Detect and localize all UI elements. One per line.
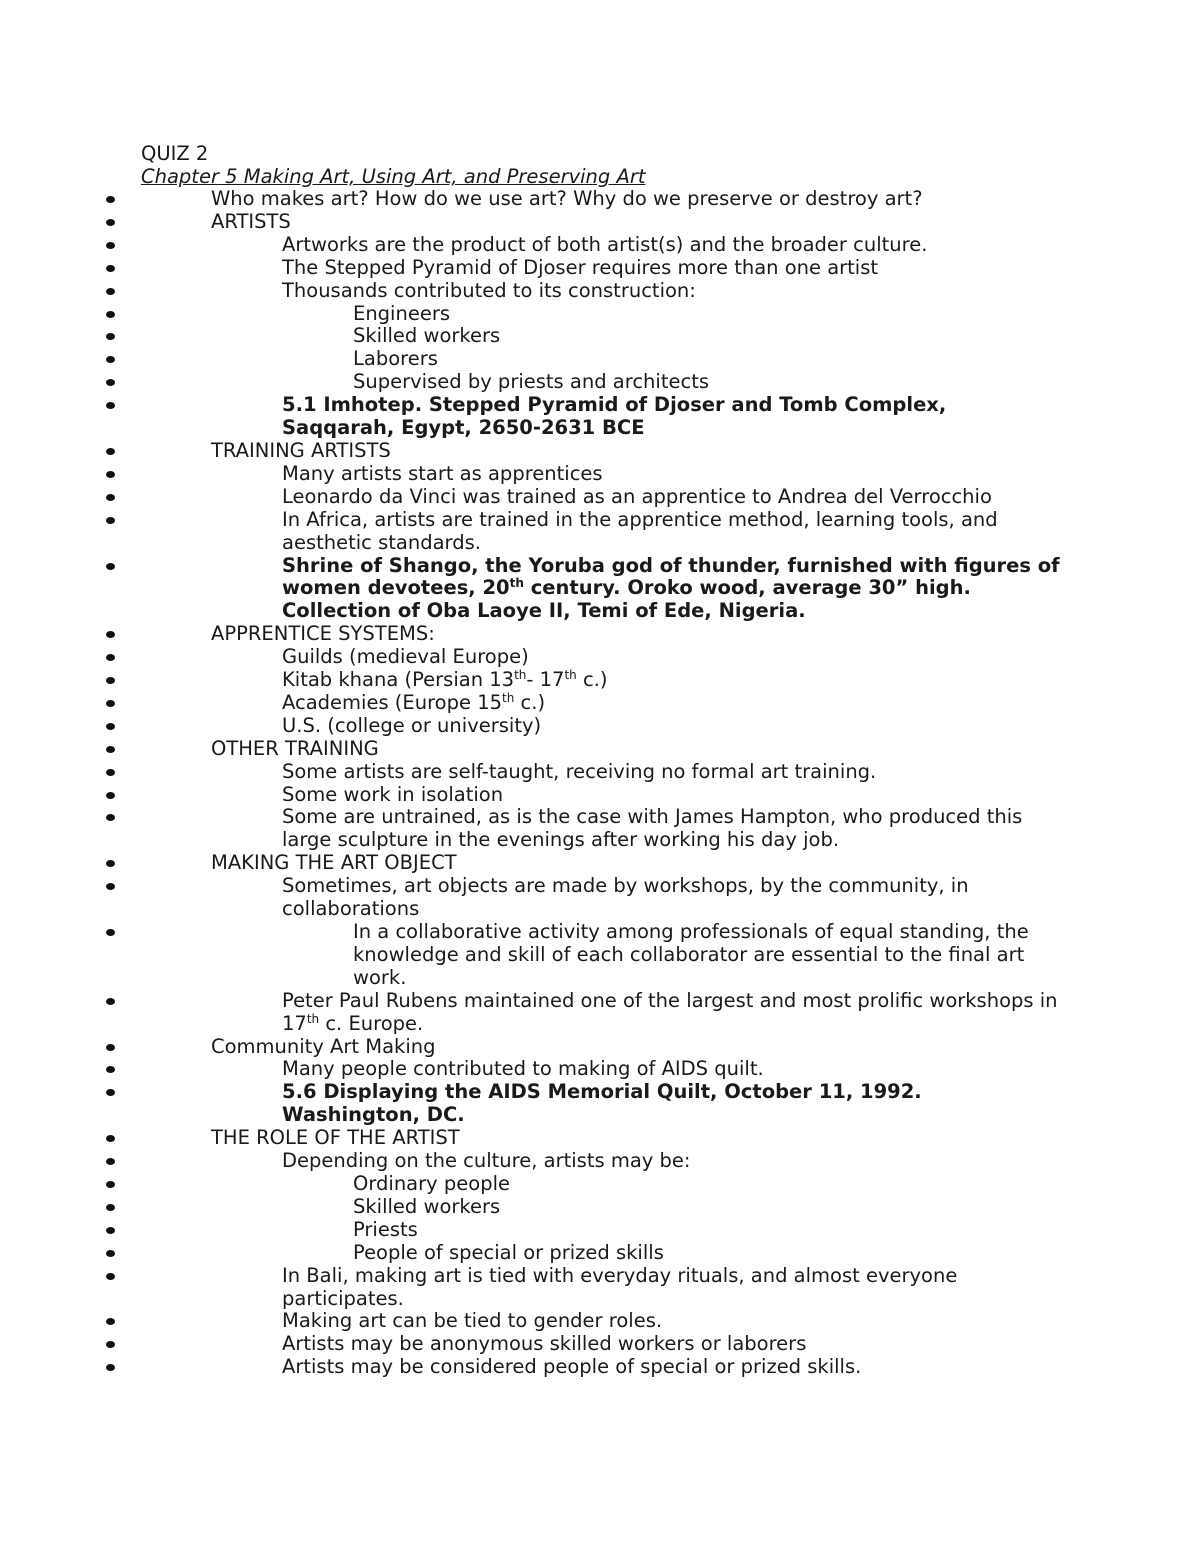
bullet-item-level-2: Leonardo da Vinci was trained as an apprentice to Andrea del Verrocchio bbox=[141, 486, 1061, 509]
bullet-item-level-2: Many people contributed to making of AIDS quilt. bbox=[141, 1058, 1061, 1081]
bullet-item-level-3: Priests bbox=[141, 1219, 1061, 1242]
notes-outline bbox=[141, 188, 1061, 1379]
bullet-item-level-2: Guilds (medieval Europe) bbox=[141, 646, 1061, 669]
superscript: th bbox=[514, 668, 527, 683]
text-run: Peter Paul Rubens maintained one of the largest and most prolific workshops in 17 bbox=[282, 988, 1058, 1035]
bullet-item-level-1: Community Art Making bbox=[141, 1036, 1061, 1059]
bullet-item-level-3: Laborers bbox=[141, 348, 1061, 371]
bullet-item-level-2: Making art can be tied to gender roles. bbox=[141, 1310, 1061, 1333]
bullet-item-level-2: Sometimes, art objects are made by workshops, by the community, in collaborations bbox=[141, 875, 1061, 921]
bullet-item-level-3: Engineers bbox=[141, 303, 1061, 326]
bullet-item-level-2: Some artists are self-taught, receiving no formal art training. bbox=[141, 761, 1061, 784]
bullet-item-level-2: Thousands contributed to its construction: bbox=[141, 280, 1061, 303]
superscript: th bbox=[509, 576, 524, 591]
text-run: century. Oroko wood, average 30” high. Collection of Oba Laoye II, Temi of Ede, Nigeria. bbox=[282, 576, 971, 623]
bullet-item-level-2 bbox=[141, 669, 1061, 692]
bullet-item-level-1: TRAINING ARTISTS bbox=[141, 440, 1061, 463]
superscript: th bbox=[564, 668, 577, 683]
bullet-item-level-2: Artists may be considered people of special or prized skills. bbox=[141, 1356, 1061, 1379]
bullet-item-level-3: Supervised by priests and architects bbox=[141, 371, 1061, 394]
bullet-item-level-3: Ordinary people bbox=[141, 1173, 1061, 1196]
text-run: c. Europe. bbox=[319, 1011, 424, 1035]
bullet-item-level-2: Artworks are the product of both artist(s) and the broader culture. bbox=[141, 234, 1061, 257]
bullet-item-level-1: MAKING THE ART OBJECT bbox=[141, 852, 1061, 875]
bullet-item-level-2 bbox=[141, 692, 1061, 715]
bullet-item-level-1: ARTISTS bbox=[141, 211, 1061, 234]
bullet-item-level-2: Some are untrained, as is the case with James Hampton, who produced this large sculpture in the evenings after working his day job. bbox=[141, 806, 1061, 852]
bullet-item-level-2: U.S. (college or university) bbox=[141, 715, 1061, 738]
bullet-item-level-2 bbox=[141, 990, 1061, 1036]
bullet-item-level-3: Skilled workers bbox=[141, 325, 1061, 348]
bullet-item-level-1: THE ROLE OF THE ARTIST bbox=[141, 1127, 1061, 1150]
text-run: c.) bbox=[576, 668, 608, 692]
bullet-item-level-1: OTHER TRAINING bbox=[141, 738, 1061, 761]
bullet-item-level-1: Who makes art? How do we use art? Why do we preserve or destroy art? bbox=[141, 188, 1061, 211]
bullet-item-level-3: People of special or prized skills bbox=[141, 1242, 1061, 1265]
superscript: th bbox=[306, 1011, 320, 1026]
bullet-item-level-2: Depending on the culture, artists may be: bbox=[141, 1150, 1061, 1173]
text-run: - 17 bbox=[526, 668, 565, 692]
bullet-item-level-2: Artists may be anonymous skilled workers or laborers bbox=[141, 1333, 1061, 1356]
bullet-item-level-2 bbox=[141, 555, 1061, 624]
bullet-item-level-2: 5.1 Imhotep. Stepped Pyramid of Djoser and Tomb Complex, Saqqarah, Egypt, 2650-2631 BCE bbox=[141, 394, 1061, 440]
bullet-item-level-3: Skilled workers bbox=[141, 1196, 1061, 1219]
superscript: th bbox=[502, 690, 515, 705]
bullet-item-level-1: APPRENTICE SYSTEMS: bbox=[141, 623, 1061, 646]
chapter-heading: Chapter 5 Making Art, Using Art, and Preserving Art bbox=[141, 165, 646, 188]
bullet-item-level-2: Many artists start as apprentices bbox=[141, 463, 1061, 486]
text-run: Shrine of Shango, the Yoruba god of thunder, furnished with figures of women devotees, 20 bbox=[282, 553, 1060, 600]
quiz-title: QUIZ 2 bbox=[141, 142, 209, 165]
text-run: Kitab khana (Persian 13 bbox=[282, 668, 515, 692]
bullet-item-level-2: In Africa, artists are trained in the apprentice method, learning tools, and aesthetic standards. bbox=[141, 509, 1061, 555]
text-run: Academies (Europe 15 bbox=[282, 690, 503, 714]
document-page bbox=[141, 142, 1061, 1379]
text-run: c.) bbox=[514, 690, 546, 714]
bullet-item-level-2: 5.6 Displaying the AIDS Memorial Quilt, October 11, 1992. Washington, DC. bbox=[141, 1081, 1061, 1127]
bullet-item-level-3: In a collaborative activity among professionals of equal standing, the knowledge and skill of each collaborator are essential to the final art work. bbox=[141, 921, 1061, 990]
bullet-item-level-2: The Stepped Pyramid of Djoser requires more than one artist bbox=[141, 257, 1061, 280]
bullet-item-level-2: In Bali, making art is tied with everyday rituals, and almost everyone participates. bbox=[141, 1265, 1061, 1311]
bullet-item-level-2: Some work in isolation bbox=[141, 784, 1061, 807]
